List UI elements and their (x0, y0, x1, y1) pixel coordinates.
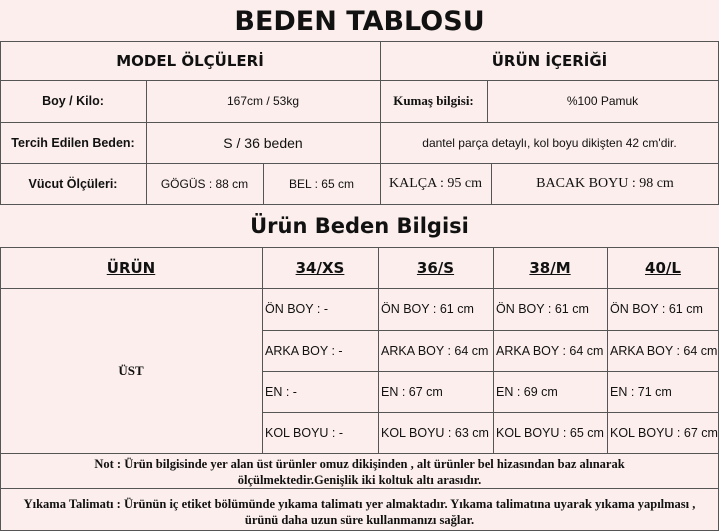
front-length-34: ÖN BOY : - (265, 302, 328, 316)
page-title: BEDEN TABLOSU (234, 6, 485, 37)
model-measurements-header: MODEL ÖLÇÜLERİ (116, 51, 264, 70)
measurement-note: Not : Ürün bilgisinde yer alan üst ürünler omuz dikişinden , alt ürünler bel hizasından baz alınarak ölçülmektedir.Genişlik iki koltuk altı arasıdır. (94, 456, 625, 487)
front-length-40: ÖN BOY : 61 cm (610, 302, 703, 316)
front-length-38: ÖN BOY : 61 cm (496, 302, 589, 316)
size-header-40: 40/L (645, 258, 681, 277)
waist-measurement: BEL : 65 cm (289, 176, 354, 191)
fabric-value: %100 Pamuk (566, 94, 639, 108)
height-weight-value: 167cm / 53kg (226, 94, 300, 108)
chest-measurement: GÖGÜS : 88 cm (160, 176, 249, 191)
back-length-36: ARKA BOY : 64 cm (381, 343, 489, 358)
sleeve-length-34: KOL BOYU : - (265, 425, 344, 440)
back-length-38: ARKA BOY : 64 cm (496, 343, 604, 358)
sleeve-length-38: KOL BOYU : 65 cm (496, 425, 604, 440)
back-length-40: ARKA BOY : 64 cm (610, 343, 718, 358)
height-weight-label: Boy / Kilo: (42, 94, 104, 108)
preferred-size-label: Tercih Edilen Beden: (11, 135, 135, 150)
divider (0, 453, 719, 454)
product-content-header: ÜRÜN İÇERİĞİ (491, 51, 608, 70)
product-name: ÜST (118, 362, 144, 378)
size-info-title: Ürün Beden Bilgisi (250, 214, 469, 238)
divider (0, 488, 719, 489)
width-40: EN : 71 cm (610, 384, 672, 399)
front-length-36: ÖN BOY : 61 cm (381, 302, 474, 316)
leg-length-measurement: BACAK BOYU : 98 cm (536, 175, 674, 191)
product-detail: dantel parça detaylı, kol boyu dikişten 42 cm'dir. (422, 135, 677, 150)
size-header-34: 34/XS (295, 258, 345, 277)
back-length-34: ARKA BOY : - (265, 343, 343, 358)
size-header-36: 36/S (416, 258, 455, 277)
width-38: EN : 69 cm (496, 384, 558, 399)
body-measurements-label: Vücut Ölçüleri: (28, 176, 118, 191)
width-34: EN : - (265, 384, 297, 399)
sleeve-length-36: KOL BOYU : 63 cm (381, 425, 489, 440)
washing-instructions: Yıkama Talimatı : Ürünün iç etiket bölümünde yıkama talimatı yer almaktadır. Yıkama talimatına uyarak yıkama yapılması , ürünü daha uzun süre kullanmanızı sağlar. (23, 497, 696, 527)
product-column-header: ÜRÜN (106, 258, 156, 277)
fabric-label: Kumaş bilgisi: (393, 93, 474, 108)
size-header-38: 38/M (529, 258, 571, 277)
sleeve-length-40: KOL BOYU : 67 cm (610, 425, 718, 440)
width-36: EN : 67 cm (381, 384, 443, 399)
preferred-size-value: S / 36 beden (223, 134, 303, 151)
hip-measurement: KALÇA : 95 cm (389, 175, 482, 191)
